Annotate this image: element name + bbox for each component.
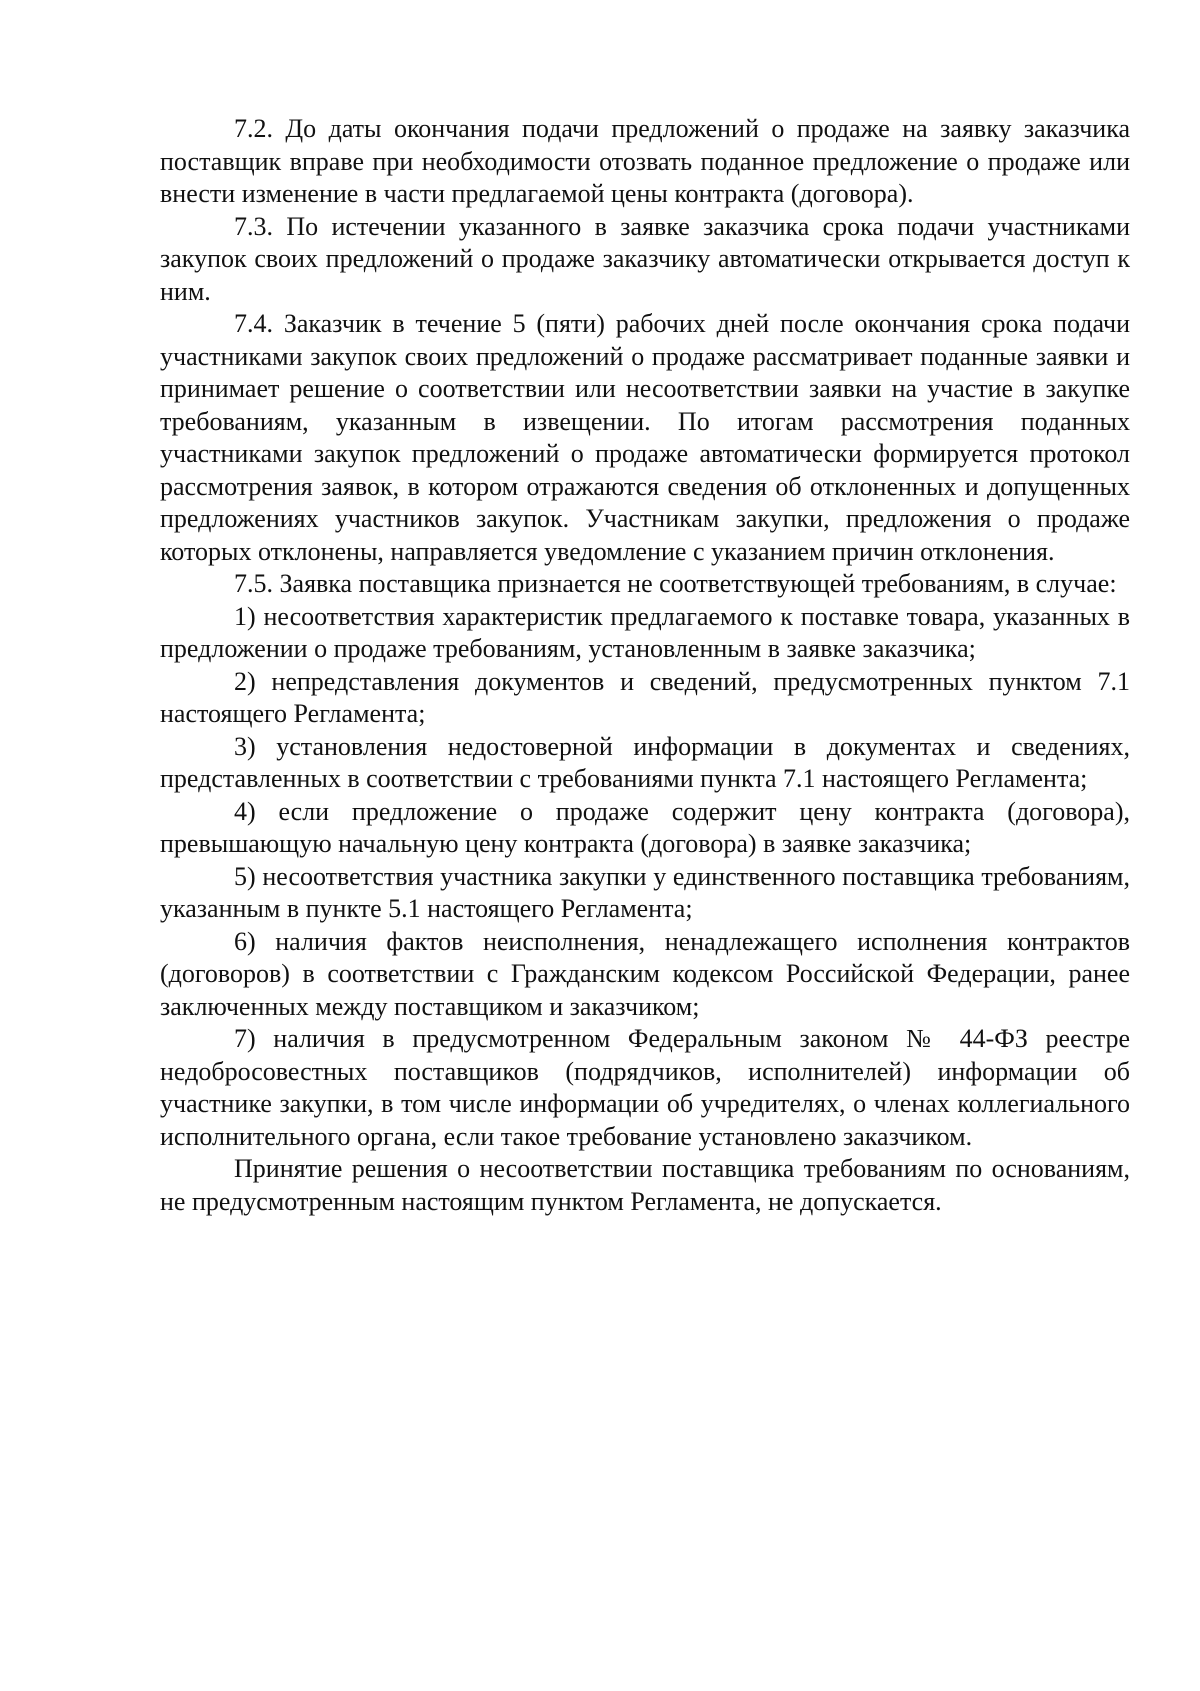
paragraph-7-4: 7.4. Заказчик в течение 5 (пяти) рабочих дней после окончания срока подачи участниками закупок своих предложений о продаже рассматривает поданные заявки и принимает решение о соответствии или несоответствии заявки на участие в закупке требованиям, указанным в извещении. По итогам рассмотрения поданных участниками закупок предложений о продаже автоматически формируется протокол рассмотрения заявок, в котором отражаются сведения об отклоненных и допущенных предложениях участников закупок. Участникам закупки, предложения о продаже которых отклонены, направляется уведомление с указанием причин отклонения.: [160, 309, 1130, 566]
paragraph-7-5: 7.5. Заявка поставщика признается не соответствующей требованиям, в случае:: [234, 569, 1117, 598]
list-item-1: 1) несоответствия характеристик предлагаемого к поставке товара, указанных в предложении о продаже требованиям, установленным в заявке заказчика;: [160, 601, 1130, 663]
closing-paragraph: Принятие решения о несоответствии поставщика требованиям по основаниям, не предусмотренным настоящим пунктом Регламента, не допускается.: [160, 1154, 1130, 1216]
list-item-2: 2) непредставления документов и сведений, предусмотренных пунктом 7.1 настоящего Регламента;: [160, 666, 1130, 728]
list-item-7: 7) наличия в предусмотренном Федеральным законом № 44-ФЗ реестре недобросовестных поставщиков (подрядчиков, исполнителей) информации об участнике закупки, в том числе информации об учредителях, о членах коллегиального исполнительного органа, если такое требование установлено заказчиком.: [160, 1024, 1130, 1151]
list-item-6: 6) наличия фактов неисполнения, ненадлежащего исполнения контрактов (договоров) в соответствии с Гражданским кодексом Российской Федерации, ранее заключенных между поставщиком и заказчиком;: [160, 926, 1130, 1021]
paragraph-7-3: 7.3. По истечении указанного в заявке заказчика срока подачи участниками закупок своих предложений о продаже заказчику автоматически открывается доступ к ним.: [160, 211, 1130, 306]
paragraph-7-2: 7.2. До даты окончания подачи предложений о продаже на заявку заказчика поставщик вправе при необходимости отозвать поданное предложение о продаже или внести изменение в части предлагаемой цены контракта (договора).: [160, 114, 1130, 208]
list-item-4: 4) если предложение о продаже содержит цену контракта (договора), превышающую начальную цену контракта (договора) в заявке заказчика;: [160, 796, 1130, 858]
document-body: [160, 113, 1130, 1218]
list-item-5: 5) несоответствия участника закупки у единственного поставщика требованиям, указанным в пункте 5.1 настоящего Регламента;: [160, 861, 1130, 923]
list-item-3: 3) установления недостоверной информации в документах и сведениях, представленных в соответствии с требованиями пункта 7.1 настоящего Регламента;: [160, 731, 1130, 793]
